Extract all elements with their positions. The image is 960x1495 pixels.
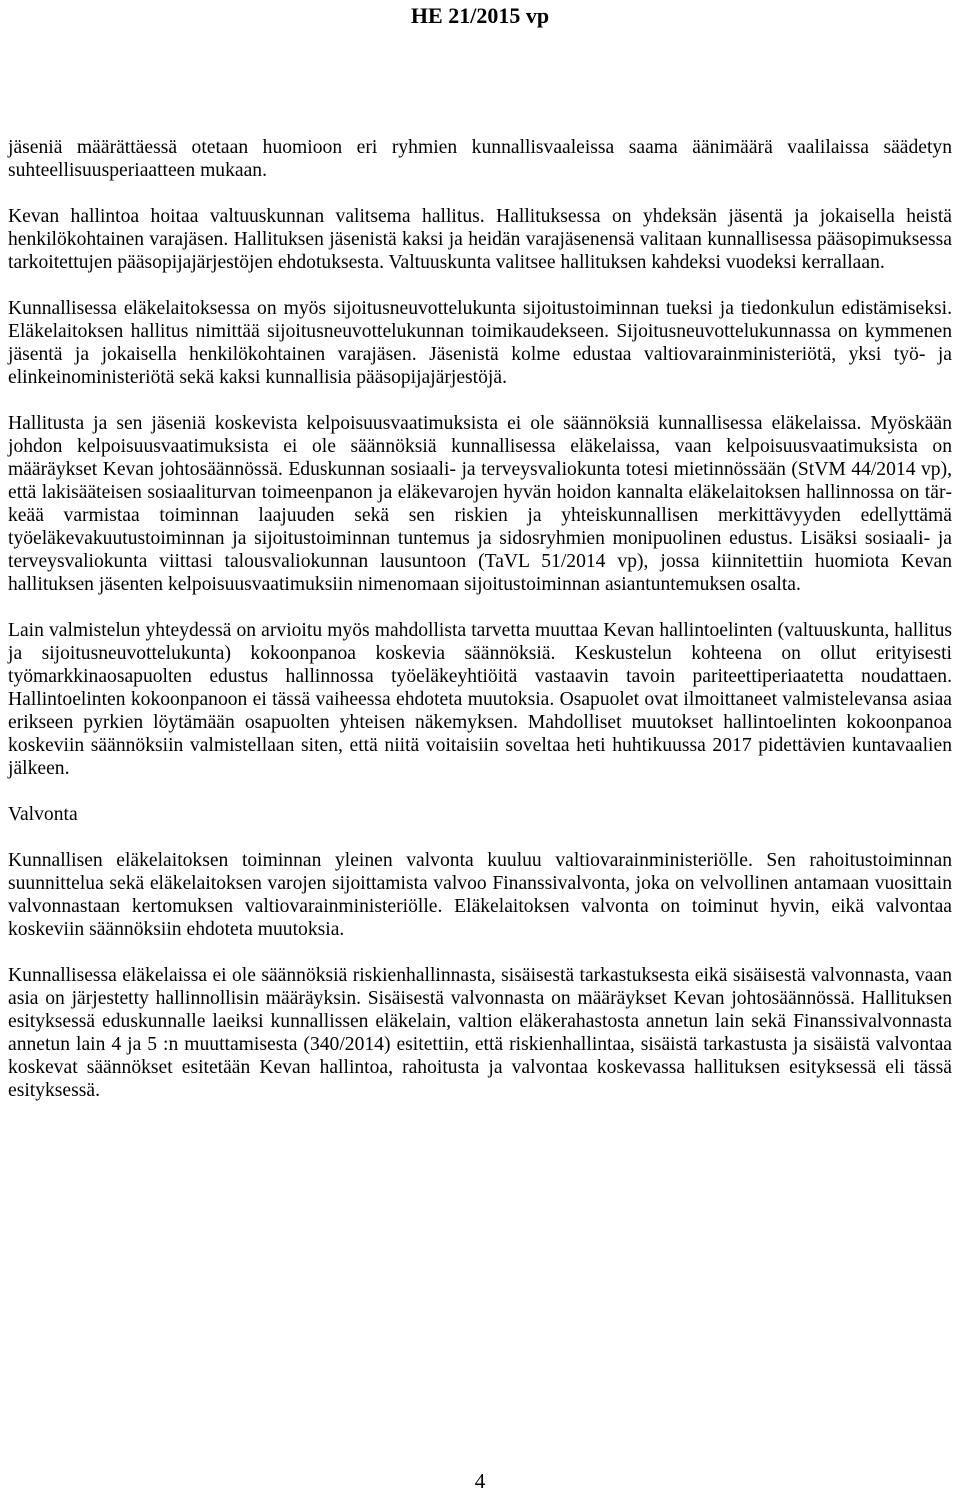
section-heading: Valvonta [8, 804, 78, 825]
paragraph-voting: jäseniä määrättäessä otetaan huomioon eri ryhmien kunnallisvaaleissa saama äänimäärä vaalilaissa säädetyn suhteellisuusperiaatteen mukaan. [8, 137, 952, 181]
paragraph-board: Kevan hallintoa hoitaa valtuuskunnan valitsema hallitus. Hallituksessa on yhdeksän jäsentä ja jokaisella heistä henkilökohtainen varajäsen. Hallituksen jäsenistä kaksi ja heidän varajäsenensä valitaan kunnallisessa pääsopimuksessa tarkoitettujen pääsopijajärjestöjen ehdotuksesta. Valtuuskunta valitsee hallituksen kahdeksi vuodeksi kerrallaan. [8, 206, 952, 273]
document-header: HE 21/2015 vp [410, 3, 550, 28]
paragraph-qualifications: Hallitusta ja sen jäseniä koskevista kelpoisuusvaatimuksista ei ole säännöksiä kunnallisessa eläkelaissa. Myöskään johdon kelpoisuusvaatimuksista ei ole säännöksiä kunnallisessa eläkelaissa, vaan kelpoisuusvaatimuksista on määräykset Kevan johtosäännössä. Eduskunnan sosiaali- ja terveysvaliokunta totesi mietinnössään (StVM 44/2014 vp), että lakisääteisen sosiaaliturvan toimeenpanon ja eläkevarojen hyvän hoidon kannalta eläkelaitoksen hallinnossa on tärkeää varmistaa toiminnan laajuuden sekä sen riskien ja yhteiskunnallisen merkittävyyden edellyttämä työeläkevakuutustoiminnan ja sijoitustoiminnan tuntemus ja sidosryhmien monipuolinen edustus. Lisäksi sosiaali- ja terveysvaliokunta viittasi talousvaliokunnan lausuntoon (TaVL 51/2014 vp), jossa kiinnitettiin huomiota Kevan hallituksen jäsenten kelpoisuusvaatimuksiin nimenomaan sijoitustoiminnan asiantuntemuksen osalta. [8, 413, 952, 595]
page-number: 4 [474, 1469, 486, 1493]
document-body [8, 136, 952, 1125]
paragraph-supervision: Kunnallisen eläkelaitoksen toiminnan yleinen valvonta kuuluu valtiovarainministeriölle. Sen rahoitustoiminnan suunnittelua sekä eläkelaitoksen varojen sijoittamista valvoo Finanssivalvonta, joka on velvollinen antamaan vuosittain valvonnastaan kertomuksen valtiovarainministeriölle. Eläkelaitoksen valvonta on toiminut hyvin, eikä valvontaa koskeviin säännöksiin ehdoteta muutoksia. [8, 850, 952, 940]
paragraph-investment-committee: Kunnallisessa eläkelaitoksessa on myös sijoitusneuvottelukunta sijoitustoiminnan tueksi ja tiedonkulun edistämiseksi. Eläkelaitoksen hallitus nimittää sijoitusneuvottelukunnan toimikaudekseen. Sijoitusneuvottelukunnassa on kymmenen jäsentä ja jokaisella henkilökohtainen varajäsen. Jäsenistä kolme edustaa valtiovarainministeriötä, yksi työ- ja elinkeinoministeriötä sekä kaksi kunnallisia pääsopijajärjestöjä. [8, 298, 952, 388]
paragraph-composition: Lain valmistelun yhteydessä on arvioitu myös mahdollista tarvetta muuttaa Kevan hallintoelinten (valtuuskunta, hallitus ja sijoitusneuvottelukunta) kokoonpanoa koskevia säännöksiä. Keskustelun kohteena on ollut erityisesti työmarkkinaosapuolten edustus hallinnossa työeläkeyhtiöitä vastaavin tavoin pariteettiperiaatetta noudattaen. Hallintoelinten kokoonpanoon ei tässä vaiheessa ehdoteta muutoksia. Osapuolet ovat ilmoittaneet valmistelevansa asiaa erikseen pyrkien löytämään osapuolten yhteisen näkemyksen. Mahdolliset muutokset hallintoelinten kokoonpanoa koskeviin säännöksiin valmistellaan siten, että niitä voitaisiin soveltaa heti huhtikuussa 2017 pidettävien kuntavaalien jälkeen. [8, 620, 952, 779]
paragraph-risk-management: Kunnallisessa eläkelaissa ei ole säännöksiä riskienhallinnasta, sisäisestä tarkastuksesta eikä sisäisestä valvonnasta, vaan asia on järjestetty hallinnollisin määräyksin. Sisäisestä valvonnasta on määräykset Kevan johtosäännössä. Hallituksen esityksessä eduskunnalle laeiksi kunnallissen eläkelain, valtion eläkerahastosta annetun lain sekä Finanssivalvonnasta annetun lain 4 ja 5 :n muuttamisesta (340/2014) esitettiin, että riskienhallintaa, sisäistä tarkastusta ja sisäistä valvontaa koskevat säännökset esitetään Kevan hallintoa, rahoitusta ja valvontaa koskevassa hallituksen esityksessä eli tässä esityksessä. [8, 965, 952, 1101]
